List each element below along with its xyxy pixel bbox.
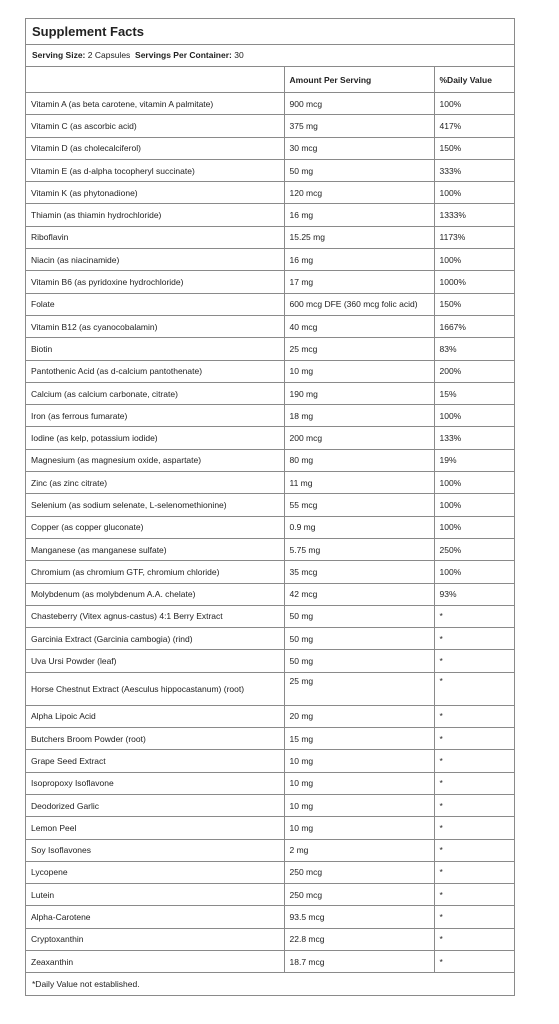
daily-value-cell: 200% xyxy=(434,360,514,382)
table-row xyxy=(26,137,514,159)
amount-cell: 600 mcg DFE (360 mcg folic acid) xyxy=(284,293,434,315)
amount-cell: 35 mcg xyxy=(284,561,434,583)
amount-cell: 16 mg xyxy=(284,249,434,271)
daily-value-cell: 1000% xyxy=(434,271,514,293)
table-row xyxy=(26,338,514,360)
amount-cell: 15 mg xyxy=(284,728,434,750)
daily-value-cell: * xyxy=(434,628,514,650)
nutrient-name-cell: Calcium (as calcium carbonate, citrate) xyxy=(26,382,284,404)
daily-value-cell: 19% xyxy=(434,449,514,471)
nutrient-name-cell: Lycopene xyxy=(26,861,284,883)
nutrient-name-cell: Folate xyxy=(26,293,284,315)
amount-cell: 15.25 mg xyxy=(284,226,434,248)
daily-value-cell: * xyxy=(434,839,514,861)
table-row xyxy=(26,226,514,248)
amount-cell: 0.9 mg xyxy=(284,516,434,538)
amount-cell: 10 mg xyxy=(284,817,434,839)
amount-cell: 190 mg xyxy=(284,382,434,404)
table-row xyxy=(26,159,514,181)
daily-value-cell: 100% xyxy=(434,93,514,115)
amount-cell: 22.8 mcg xyxy=(284,928,434,950)
table-row xyxy=(26,516,514,538)
servings-per-container-label: Servings Per Container: xyxy=(135,50,232,60)
amount-cell: 30 mcg xyxy=(284,137,434,159)
table-row xyxy=(26,449,514,471)
table-row xyxy=(26,861,514,883)
daily-value-cell: 100% xyxy=(434,182,514,204)
table-header-row xyxy=(26,67,514,93)
table-row xyxy=(26,672,514,705)
nutrient-name-cell: Vitamin B12 (as cyanocobalamin) xyxy=(26,315,284,337)
daily-value-cell: * xyxy=(434,928,514,950)
table-row xyxy=(26,204,514,226)
daily-value-cell: 100% xyxy=(434,472,514,494)
amount-cell: 42 mcg xyxy=(284,583,434,605)
table-row xyxy=(26,839,514,861)
nutrient-name-cell: Lemon Peel xyxy=(26,817,284,839)
daily-value-cell: 1667% xyxy=(434,315,514,337)
amount-cell: 250 mcg xyxy=(284,884,434,906)
nutrient-name-cell: Grape Seed Extract xyxy=(26,750,284,772)
nutrient-name-cell: Zinc (as zinc citrate) xyxy=(26,472,284,494)
amount-cell: 50 mg xyxy=(284,159,434,181)
table-row xyxy=(26,360,514,382)
daily-value-cell: 15% xyxy=(434,382,514,404)
nutrient-name-cell: Vitamin C (as ascorbic acid) xyxy=(26,115,284,137)
daily-value-cell: 100% xyxy=(434,494,514,516)
footnote: *Daily Value not established. xyxy=(32,979,140,990)
amount-cell: 18 mg xyxy=(284,405,434,427)
table-row xyxy=(26,93,514,115)
daily-value-cell: * xyxy=(434,950,514,972)
daily-value-cell: 100% xyxy=(434,249,514,271)
daily-value-cell: 100% xyxy=(434,561,514,583)
nutrient-name-cell: Chromium (as chromium GTF, chromium chloride) xyxy=(26,561,284,583)
amount-cell: 900 mcg xyxy=(284,93,434,115)
nutrient-name-cell: Vitamin D (as cholecalciferol) xyxy=(26,137,284,159)
daily-value-cell: * xyxy=(434,728,514,750)
nutrient-name-cell: Uva Ursi Powder (leaf) xyxy=(26,650,284,672)
nutrient-name-cell: Vitamin B6 (as pyridoxine hydrochloride) xyxy=(26,271,284,293)
nutrient-name-cell: Alpha-Carotene xyxy=(26,906,284,928)
nutrient-name-cell: Garcinia Extract (Garcinia cambogia) (rind) xyxy=(26,628,284,650)
daily-value-cell: * xyxy=(434,817,514,839)
serving-info xyxy=(26,45,514,67)
daily-value-cell: 250% xyxy=(434,538,514,560)
nutrient-table xyxy=(26,67,514,973)
table-row xyxy=(26,750,514,772)
table-row xyxy=(26,583,514,605)
amount-cell: 250 mcg xyxy=(284,861,434,883)
amount-cell: 18.7 mcg xyxy=(284,950,434,972)
amount-cell: 50 mg xyxy=(284,650,434,672)
table-row xyxy=(26,705,514,727)
servings-per-container-value: 30 xyxy=(234,50,244,60)
nutrient-name-cell: Selenium (as sodium selenate, L-selenomethionine) xyxy=(26,494,284,516)
table-row xyxy=(26,472,514,494)
table-row xyxy=(26,115,514,137)
supplement-facts-panel xyxy=(25,18,515,996)
table-row xyxy=(26,249,514,271)
daily-value-cell: * xyxy=(434,884,514,906)
nutrient-name-cell: Lutein xyxy=(26,884,284,906)
table-row xyxy=(26,405,514,427)
table-body xyxy=(26,93,514,973)
table-row xyxy=(26,906,514,928)
amount-cell: 10 mg xyxy=(284,750,434,772)
daily-value-cell: * xyxy=(434,772,514,794)
table-row xyxy=(26,628,514,650)
nutrient-name-cell: Magnesium (as magnesium oxide, aspartate) xyxy=(26,449,284,471)
daily-value-cell: 417% xyxy=(434,115,514,137)
nutrient-name-cell: Soy Isoflavones xyxy=(26,839,284,861)
table-row xyxy=(26,928,514,950)
daily-value-cell: 133% xyxy=(434,427,514,449)
table-row xyxy=(26,794,514,816)
nutrient-name-cell: Niacin (as niacinamide) xyxy=(26,249,284,271)
nutrient-name-cell: Cryptoxanthin xyxy=(26,928,284,950)
nutrient-name-cell: Riboflavin xyxy=(26,226,284,248)
daily-value-cell: 93% xyxy=(434,583,514,605)
nutrient-name-cell: Copper (as copper gluconate) xyxy=(26,516,284,538)
daily-value-cell: * xyxy=(434,650,514,672)
table-row xyxy=(26,884,514,906)
daily-value-cell: 1333% xyxy=(434,204,514,226)
daily-value-cell: 333% xyxy=(434,159,514,181)
nutrient-name-cell: Biotin xyxy=(26,338,284,360)
nutrient-name-cell: Iron (as ferrous fumarate) xyxy=(26,405,284,427)
nutrient-name-cell: Butchers Broom Powder (root) xyxy=(26,728,284,750)
amount-cell: 80 mg xyxy=(284,449,434,471)
amount-cell: 10 mg xyxy=(284,794,434,816)
amount-cell: 2 mg xyxy=(284,839,434,861)
table-row xyxy=(26,382,514,404)
daily-value-cell: * xyxy=(434,906,514,928)
amount-cell: 40 mcg xyxy=(284,315,434,337)
header-daily-value: %Daily Value xyxy=(434,67,514,93)
nutrient-name-cell: Manganese (as manganese sulfate) xyxy=(26,538,284,560)
nutrient-name-cell: Molybdenum (as molybdenum A.A. chelate) xyxy=(26,583,284,605)
nutrient-name-cell: Thiamin (as thiamin hydrochloride) xyxy=(26,204,284,226)
nutrient-name-cell: Iodine (as kelp, potassium iodide) xyxy=(26,427,284,449)
nutrient-name-cell: Chasteberry (Vitex agnus-castus) 4:1 Berry Extract xyxy=(26,605,284,627)
table-row xyxy=(26,561,514,583)
serving-size-value: 2 Capsules xyxy=(87,50,131,60)
daily-value-cell: 100% xyxy=(434,516,514,538)
daily-value-cell: 83% xyxy=(434,338,514,360)
table-row xyxy=(26,315,514,337)
amount-cell: 200 mcg xyxy=(284,427,434,449)
amount-cell: 10 mg xyxy=(284,360,434,382)
amount-cell: 55 mcg xyxy=(284,494,434,516)
daily-value-cell: 150% xyxy=(434,137,514,159)
panel-title: Supplement Facts xyxy=(26,19,514,45)
amount-cell: 93.5 mcg xyxy=(284,906,434,928)
amount-cell: 5.75 mg xyxy=(284,538,434,560)
amount-cell: 25 mcg xyxy=(284,338,434,360)
amount-cell: 120 mcg xyxy=(284,182,434,204)
table-row xyxy=(26,605,514,627)
header-amount: Amount Per Serving xyxy=(284,67,434,93)
daily-value-cell: 150% xyxy=(434,293,514,315)
table-row xyxy=(26,182,514,204)
table-row xyxy=(26,538,514,560)
table-row xyxy=(26,728,514,750)
daily-value-cell: * xyxy=(434,794,514,816)
amount-cell: 25 mg xyxy=(284,672,434,705)
table-row xyxy=(26,950,514,972)
daily-value-cell: * xyxy=(434,605,514,627)
nutrient-name-cell: Pantothenic Acid (as d-calcium pantothenate) xyxy=(26,360,284,382)
amount-cell: 50 mg xyxy=(284,628,434,650)
daily-value-cell: * xyxy=(434,861,514,883)
daily-value-cell: 100% xyxy=(434,405,514,427)
nutrient-name-cell: Horse Chestnut Extract (Aesculus hippocastanum) (root) xyxy=(26,672,284,705)
nutrient-name-cell: Alpha Lipoic Acid xyxy=(26,705,284,727)
daily-value-cell: 1173% xyxy=(434,226,514,248)
nutrient-name-cell: Vitamin A (as beta carotene, vitamin A palmitate) xyxy=(26,93,284,115)
header-nutrient xyxy=(26,67,284,93)
amount-cell: 10 mg xyxy=(284,772,434,794)
nutrient-name-cell: Vitamin K (as phytonadione) xyxy=(26,182,284,204)
serving-size-label: Serving Size: xyxy=(32,50,86,60)
daily-value-cell: * xyxy=(434,705,514,727)
nutrient-name-cell: Zeaxanthin xyxy=(26,950,284,972)
daily-value-cell: * xyxy=(434,750,514,772)
amount-cell: 16 mg xyxy=(284,204,434,226)
table-row xyxy=(26,817,514,839)
table-row xyxy=(26,772,514,794)
table-row xyxy=(26,494,514,516)
amount-cell: 11 mg xyxy=(284,472,434,494)
table-row xyxy=(26,427,514,449)
amount-cell: 375 mg xyxy=(284,115,434,137)
amount-cell: 17 mg xyxy=(284,271,434,293)
nutrient-name-cell: Vitamin E (as d-alpha tocopheryl succinate) xyxy=(26,159,284,181)
daily-value-cell: * xyxy=(434,672,514,705)
amount-cell: 20 mg xyxy=(284,705,434,727)
nutrient-name-cell: Isopropoxy Isoflavone xyxy=(26,772,284,794)
table-row xyxy=(26,271,514,293)
amount-cell: 50 mg xyxy=(284,605,434,627)
table-row xyxy=(26,293,514,315)
nutrient-name-cell: Deodorized Garlic xyxy=(26,794,284,816)
table-row xyxy=(26,650,514,672)
